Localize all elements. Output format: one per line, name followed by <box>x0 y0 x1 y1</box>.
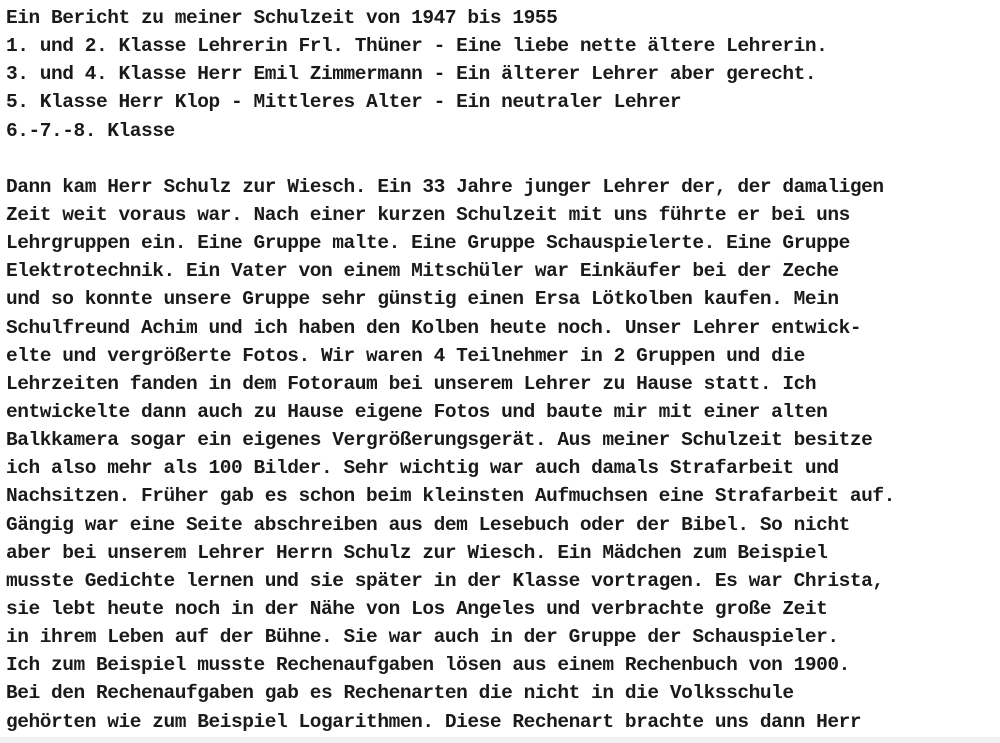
document-line: sie lebt heute noch in der Nähe von Los Angeles und verbrachte große Zeit <box>6 597 828 620</box>
document-text[interactable] <box>6 4 1000 736</box>
document-line: Ich zum Beispiel musste Rechenaufgaben lösen aus einem Rechenbuch von 1900. <box>6 654 850 677</box>
document-line: 6.-7.-8. Klasse <box>6 119 175 142</box>
document-line: Ein Bericht zu meiner Schulzeit von 1947 bis 1955 <box>6 7 558 29</box>
document-line <box>6 145 1000 173</box>
document-line: und so konnte unsere Gruppe sehr günstig einen Ersa Lötkolben kaufen. Mein <box>6 288 839 311</box>
document-line: Nachsitzen. Früher gab es schon beim kleinsten Aufmuchsen eine Strafarbeit auf. <box>6 485 895 508</box>
document-line: Zeit weit voraus war. Nach einer kurzen Schulzeit mit uns führte er bei uns <box>6 203 850 226</box>
document-line: Balkkamera sogar ein eigenes Vergrößerungsgerät. Aus meiner Schulzeit besitze <box>6 429 873 452</box>
document-line: Lehrgruppen ein. Eine Gruppe malte. Eine Gruppe Schauspielerte. Eine Gruppe <box>6 232 850 255</box>
document-line: gehörten wie zum Beispiel Logarithmen. Diese Rechenart brachte uns dann Herr <box>6 710 862 733</box>
document-line: Schulfreund Achim und ich haben den Kolben heute noch. Unser Lehrer entwick- <box>6 316 862 339</box>
document-line: 1. und 2. Klasse Lehrerin Frl. Thüner - Eine liebe nette ältere Lehrerin. <box>6 35 828 58</box>
document-line: in ihrem Leben auf der Bühne. Sie war auch in der Gruppe der Schauspieler. <box>6 626 839 649</box>
document-line: Gängig war eine Seite abschreiben aus dem Lesebuch oder der Bibel. So nicht <box>6 513 850 536</box>
document-line: musste Gedichte lernen und sie später in der Klasse vortragen. Es war Christa, <box>6 569 884 592</box>
document-line: Dann kam Herr Schulz zur Wiesch. Ein 33 Jahre junger Lehrer der, der damaligen <box>6 175 884 198</box>
document-line: Bei den Rechenaufgaben gab es Rechenarten die nicht in die Volksschule <box>6 682 794 705</box>
document-line: 3. und 4. Klasse Herr Emil Zimmermann - Ein älterer Lehrer aber gerecht. <box>6 63 817 86</box>
horizontal-scrollbar[interactable] <box>0 737 1000 743</box>
document-line: 5. Klasse Herr Klop - Mittleres Alter - Ein neutraler Lehrer <box>6 91 682 114</box>
document-line: aber bei unserem Lehrer Herrn Schulz zur Wiesch. Ein Mädchen zum Beispiel <box>6 541 828 564</box>
document-line: elte und vergrößerte Fotos. Wir waren 4 Teilnehmer in 2 Gruppen und die <box>6 344 805 367</box>
document-line: Elektrotechnik. Ein Vater von einem Mitschüler war Einkäufer bei der Zeche <box>6 260 839 283</box>
document-line: ich also mehr als 100 Bilder. Sehr wichtig war auch damals Strafarbeit und <box>6 457 839 480</box>
document-line: entwickelte dann auch zu Hause eigene Fotos und baute mir mit einer alten <box>6 400 828 423</box>
document-line: Lehrzeiten fanden in dem Fotoraum bei unserem Lehrer zu Hause statt. Ich <box>6 372 817 395</box>
